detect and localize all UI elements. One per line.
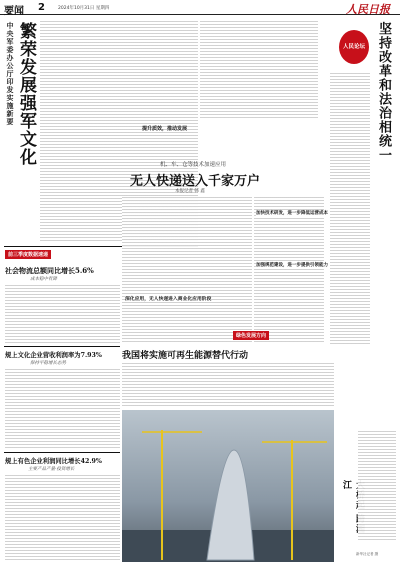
commentary-title: 坚持改革和法治相统一 — [376, 22, 391, 162]
bridge-photo — [122, 410, 334, 562]
center-article-kicker: 机、车、仓等技术加速应用 — [160, 162, 227, 168]
commentary-badge: 人民论坛 — [339, 30, 369, 64]
center-article-byline: 本报记者 韩 鑫 — [175, 189, 205, 194]
right-subhead: 加强规范建设，进一步提供引领能力 — [256, 263, 328, 268]
econ-item-subtitle: 保持平稳增长态势 — [30, 361, 66, 366]
left-article-title: 繁荣发展强军文化 — [16, 22, 36, 166]
center-article-title: 无人快递送入千家万户 — [130, 174, 261, 189]
divider — [4, 452, 120, 453]
econ-item-title: 社会物流总额同比增长5.6% — [5, 266, 94, 275]
econ-item-title: 规上文化企业营收利润率为7.93% — [5, 352, 102, 359]
center-subhead: 提升质效，推动发展 — [142, 126, 188, 132]
econ-item-body — [5, 474, 120, 562]
issue-date: 2024年10月31日 星期四 — [58, 6, 110, 11]
econ-item-subtitle: 主要产品产量·投资增长 — [28, 467, 75, 472]
econ-item-body — [5, 368, 120, 450]
lower-section-bar: 绿色发展方向 — [233, 331, 269, 340]
right-column-body — [254, 196, 324, 344]
commentary-body — [330, 72, 370, 344]
center-subhead: 深化应用，无人快递进入商业化应用阶段 — [125, 296, 212, 302]
divider — [4, 346, 120, 347]
econ-section-bar: 前三季度数据速递 — [5, 250, 51, 259]
lower-article-body — [122, 362, 334, 406]
econ-item-title: 规上有色企业利润同比增长42.9% — [5, 458, 102, 465]
left-article-kicker: 中央军委办公厅印发实施新要 — [6, 22, 15, 126]
center-article-body — [122, 196, 252, 344]
photo-caption-body — [358, 430, 396, 542]
right-subhead: 加快技术研发，进一步降低运营成本 — [256, 211, 328, 216]
econ-item-body — [5, 284, 120, 344]
center-upper-body — [200, 20, 318, 120]
photo-credit: 新华社记者 摄 — [356, 552, 379, 556]
page-number: 2 — [38, 2, 45, 13]
econ-item-subtitle: 成本稳中有降 — [30, 277, 57, 282]
photo-caption-title: 江 — [341, 480, 351, 490]
section-name: 要闻 — [4, 6, 24, 17]
newspaper-logo: 人民日报 — [346, 3, 390, 16]
lower-article-title: 我国将实施可再生能源替代行动 — [122, 351, 249, 361]
bridge-illustration — [122, 410, 334, 562]
page-header — [0, 0, 400, 15]
